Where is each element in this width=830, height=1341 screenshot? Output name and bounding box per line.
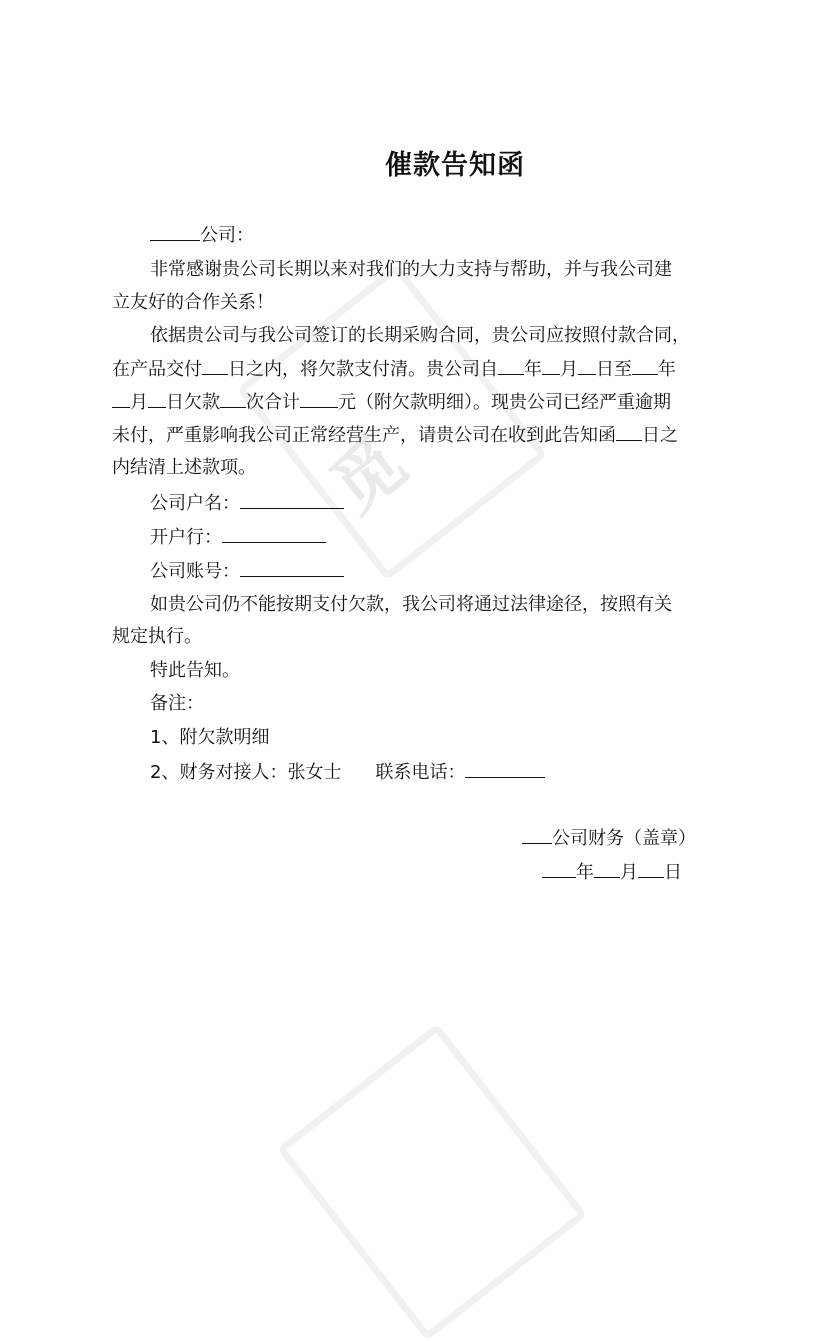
watermark-text: 觅 [315, 420, 422, 529]
paragraph-contract-line2: 在产品交付 日之内，将欠款支付清。贵公司自 年 月 日至 年 [112, 359, 676, 380]
paragraph-contract-line3: 月 日欠款 次合计 元（附欠款明细）。现贵公司已经严重逾期 [112, 390, 671, 415]
bank-field: 开户行： [150, 525, 326, 550]
salutation: 公司： [150, 223, 254, 248]
remark-item-2: 2、财务对接人：张女士 联系电话： [150, 760, 545, 785]
paragraph-thanks-line2: 立友好的合作关系！ [112, 292, 274, 313]
watermark-seal-bottom [277, 1023, 588, 1341]
account-name-field: 公司户名： [150, 491, 344, 516]
remarks-label: 备注： [150, 693, 204, 714]
account-number-field: 公司账号： [150, 559, 344, 584]
signature-line: 公司财务（盖章） [522, 826, 696, 851]
notice-text: 特此告知。 [150, 660, 240, 681]
paragraph-contract-line5: 内结清上述款项。 [112, 457, 256, 478]
paragraph-contract-line1: 依据贵公司与我公司签订的长期采购合同，贵公司应按照付款合同， [150, 325, 690, 346]
paragraph-legal-line1: 如贵公司仍不能按期支付欠款，我公司将通过法律途径，按照有关 [150, 594, 672, 615]
page-title: 催款告知函 [385, 150, 525, 181]
date-line: 年 月 日 [542, 860, 682, 885]
paragraph-contract-line4: 未付，严重影响我公司正常经营生产，请贵公司在收到此告知函 日之 [112, 425, 678, 446]
paragraph-thanks-line1: 非常感谢贵公司长期以来对我们的大力支持与帮助，并与我公司建 [150, 259, 672, 280]
remark-item-1: 1、附欠款明细 [150, 727, 270, 748]
paragraph-legal-line2: 规定执行。 [112, 626, 202, 647]
